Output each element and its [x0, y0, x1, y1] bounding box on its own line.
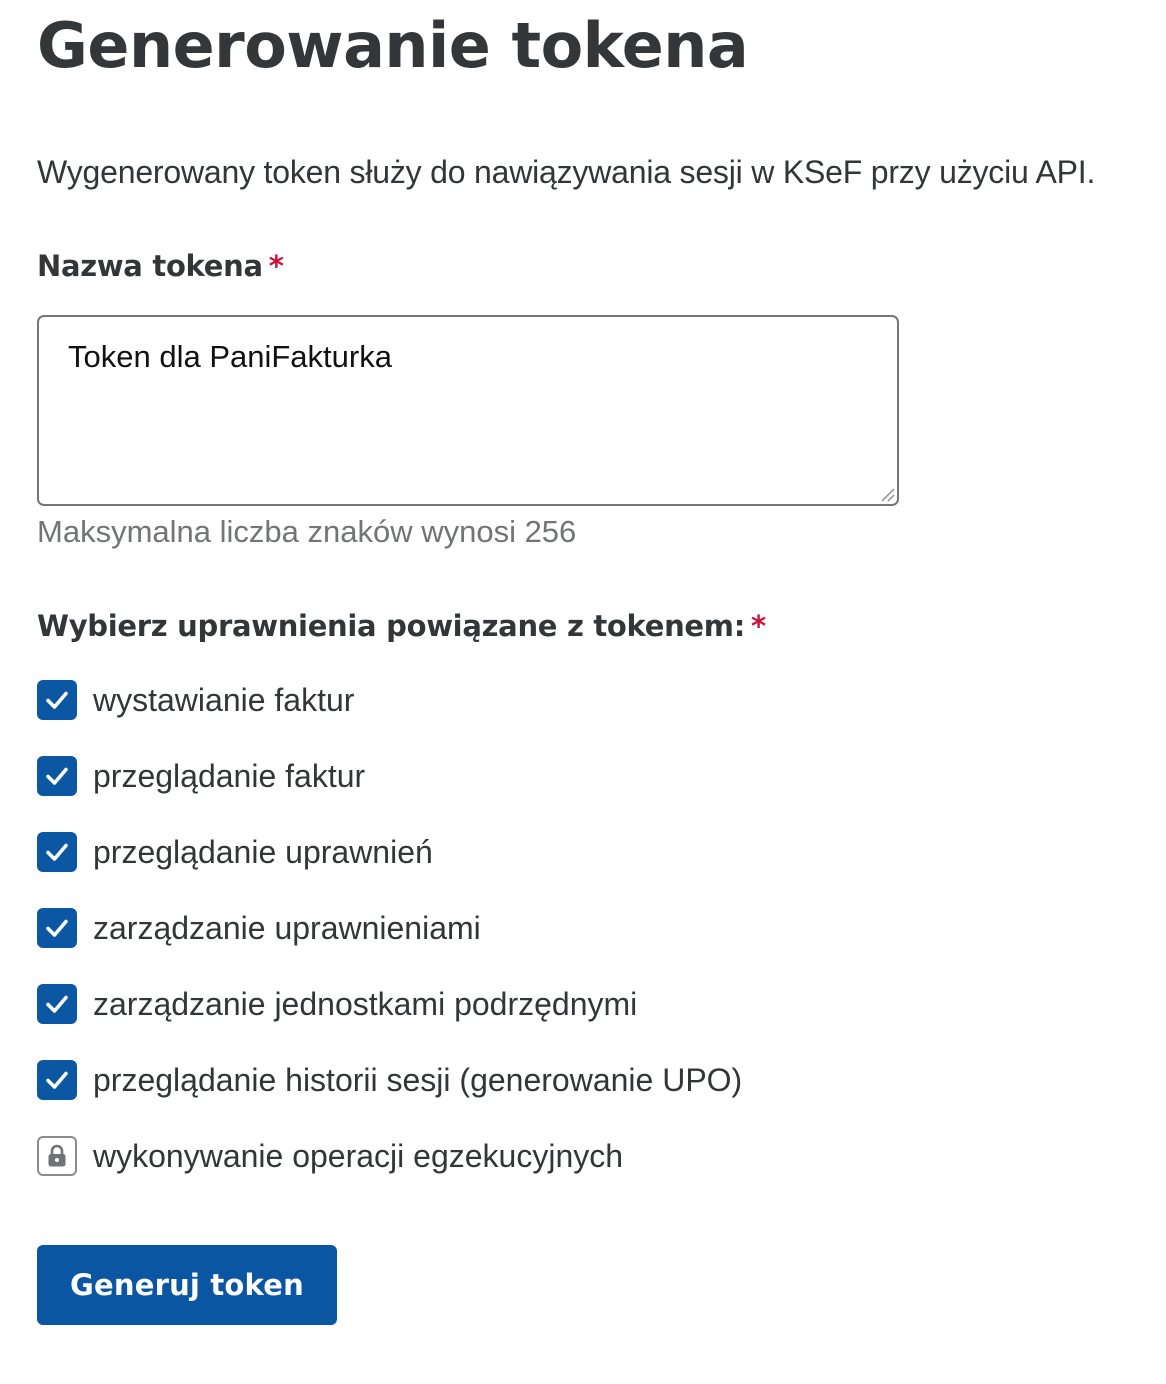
checkbox-checked[interactable]: [37, 1060, 77, 1100]
permission-label: przeglądanie faktur: [93, 758, 366, 794]
checkmark-icon: [44, 763, 70, 789]
token-name-field-container: [37, 315, 899, 506]
checkbox-checked[interactable]: [37, 984, 77, 1024]
checkbox-locked: [37, 1136, 77, 1176]
permission-label: przeglądanie uprawnień: [93, 834, 433, 870]
permission-view-session-history[interactable]: [37, 1058, 742, 1102]
resize-handle-icon[interactable]: [879, 486, 895, 502]
permission-view-permissions[interactable]: [37, 830, 742, 874]
permission-label: zarządzanie uprawnieniami: [93, 910, 481, 946]
permission-label: zarządzanie jednostkami podrzędnymi: [93, 986, 638, 1022]
checkmark-icon: [44, 687, 70, 713]
permissions-list: [37, 678, 742, 1210]
page-title: Generowanie tokena: [37, 9, 749, 82]
generate-token-button[interactable]: Generuj token: [37, 1245, 337, 1325]
token-name-label-text: Nazwa tokena: [37, 249, 263, 283]
permission-manage-permissions[interactable]: [37, 906, 742, 950]
checkbox-checked[interactable]: [37, 908, 77, 948]
page-description: Wygenerowany token służy do nawiązywania sesji w KSeF przy użyciu API.: [37, 154, 1096, 190]
checkmark-icon: [44, 915, 70, 941]
permission-label: wystawianie faktur: [93, 682, 355, 718]
checkmark-icon: [44, 839, 70, 865]
lock-icon: [46, 1144, 68, 1168]
permissions-label: [37, 606, 766, 646]
permission-view-invoices[interactable]: [37, 754, 742, 798]
required-marker: *: [268, 249, 284, 283]
permission-label: przeglądanie historii sesji (generowanie UPO): [93, 1062, 743, 1098]
permission-issue-invoices[interactable]: [37, 678, 742, 722]
checkbox-checked[interactable]: [37, 680, 77, 720]
permission-label: wykonywanie operacji egzekucyjnych: [93, 1138, 624, 1174]
checkmark-icon: [44, 1067, 70, 1093]
permissions-label-text: Wybierz uprawnienia powiązane z tokenem:: [37, 609, 746, 643]
token-name-hint: Maksymalna liczba znaków wynosi 256: [37, 514, 577, 549]
required-marker: *: [751, 609, 766, 643]
checkmark-icon: [44, 991, 70, 1017]
permission-enforcement-operations: [37, 1134, 742, 1178]
token-name-label: [37, 246, 284, 286]
permission-manage-subunits[interactable]: [37, 982, 742, 1026]
token-name-textarea[interactable]: [39, 317, 897, 504]
checkbox-checked[interactable]: [37, 756, 77, 796]
checkbox-checked[interactable]: [37, 832, 77, 872]
